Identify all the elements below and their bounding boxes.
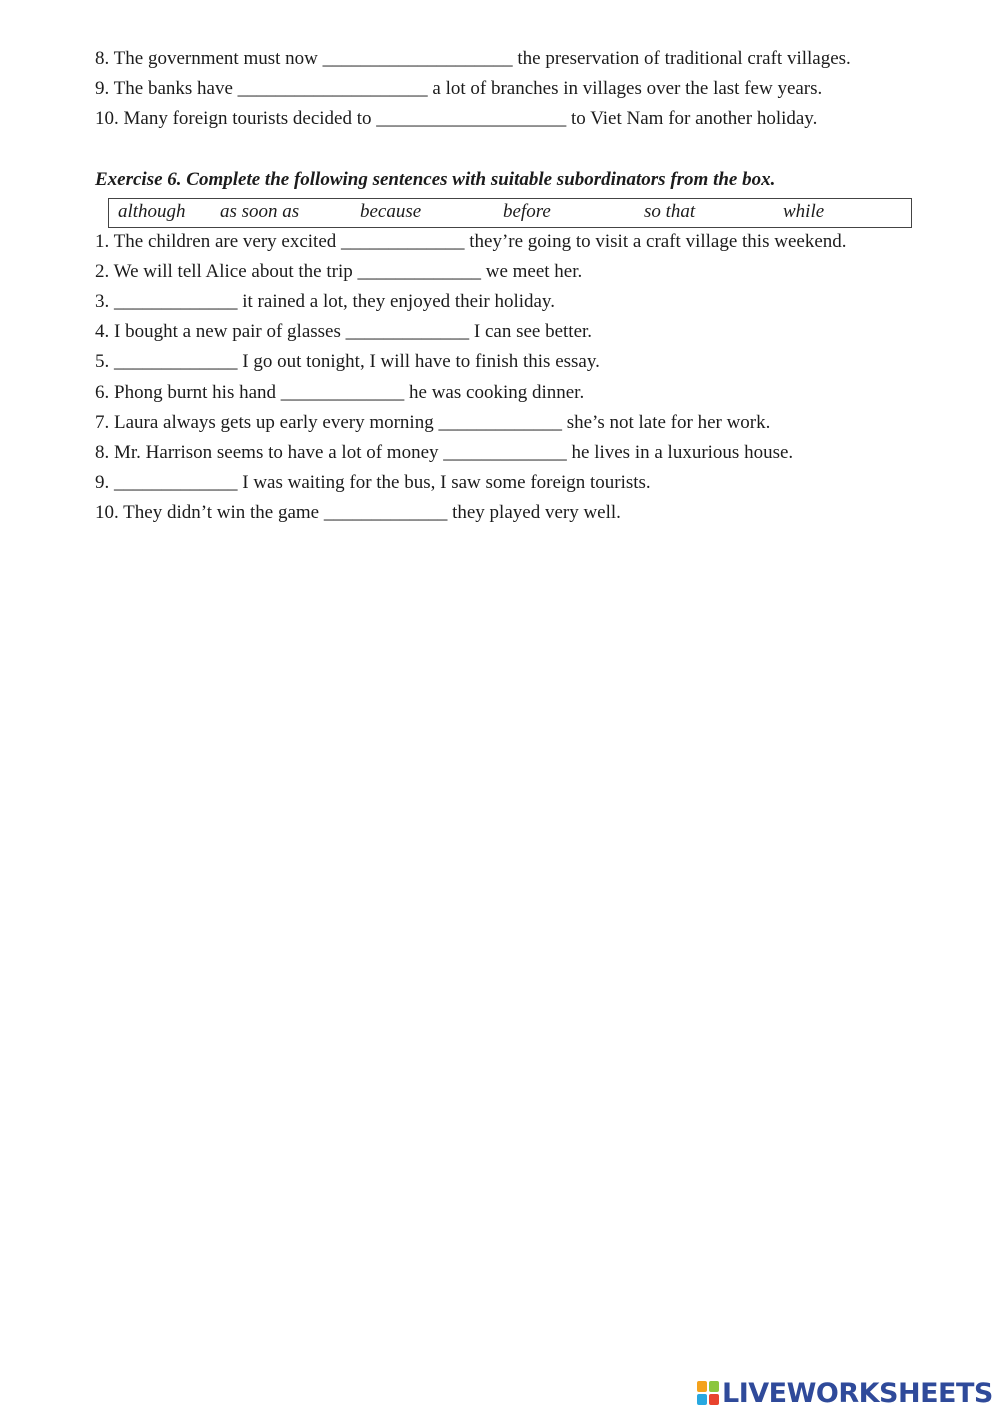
logo-square-icon bbox=[697, 1381, 707, 1392]
exercise-item-7: 7. Laura always gets up early every morning _____________ she’s not late for her work. bbox=[95, 412, 771, 433]
logo-square-icon bbox=[709, 1381, 719, 1392]
logo-square-icon bbox=[709, 1394, 719, 1405]
word-box-item: before bbox=[503, 201, 551, 222]
exercise-item-1: 1. The children are very excited _____________ they’re going to visit a craft village this weekend. bbox=[95, 231, 847, 252]
word-box-item: because bbox=[360, 201, 422, 222]
exercise-6-heading: Exercise 6. Complete the following sentences with suitable subordinators from the box. bbox=[95, 169, 776, 190]
liveworksheets-logo bbox=[697, 1378, 993, 1408]
liveworksheets-logo-text: LIVEWORKSHEETS bbox=[722, 1377, 993, 1409]
exercise-item-5: 5. _____________ I go out tonight, I will have to finish this essay. bbox=[95, 351, 600, 372]
exercise-item-10: 10. They didn’t win the game _____________ they played very well. bbox=[95, 502, 621, 523]
prev-item-9: 9. The banks have ____________________ a lot of branches in villages over the last few years. bbox=[95, 78, 823, 99]
exercise-item-8: 8. Mr. Harrison seems to have a lot of money _____________ he lives in a luxurious house. bbox=[95, 442, 794, 463]
word-box-item: so that bbox=[644, 201, 696, 222]
prev-item-10: 10. Many foreign tourists decided to ____________________ to Viet Nam for another holiday. bbox=[95, 108, 818, 129]
exercise-item-9: 9. _____________ I was waiting for the bus, I saw some foreign tourists. bbox=[95, 472, 651, 493]
exercise-item-4: 4. I bought a new pair of glasses _____________ I can see better. bbox=[95, 321, 593, 342]
prev-item-8: 8. The government must now ____________________ the preservation of traditional craft villages. bbox=[95, 48, 851, 69]
word-box-item: while bbox=[783, 201, 825, 222]
exercise-item-6: 6. Phong burnt his hand _____________ he was cooking dinner. bbox=[95, 382, 585, 403]
logo-square-icon bbox=[697, 1394, 707, 1405]
liveworksheets-logo-icon bbox=[697, 1381, 719, 1405]
exercise-item-2: 2. We will tell Alice about the trip _____________ we meet her. bbox=[95, 261, 583, 282]
exercise-item-3: 3. _____________ it rained a lot, they enjoyed their holiday. bbox=[95, 291, 555, 312]
word-box-item: although bbox=[118, 201, 186, 222]
word-box-item: as soon as bbox=[220, 201, 300, 222]
word-box bbox=[108, 198, 912, 228]
